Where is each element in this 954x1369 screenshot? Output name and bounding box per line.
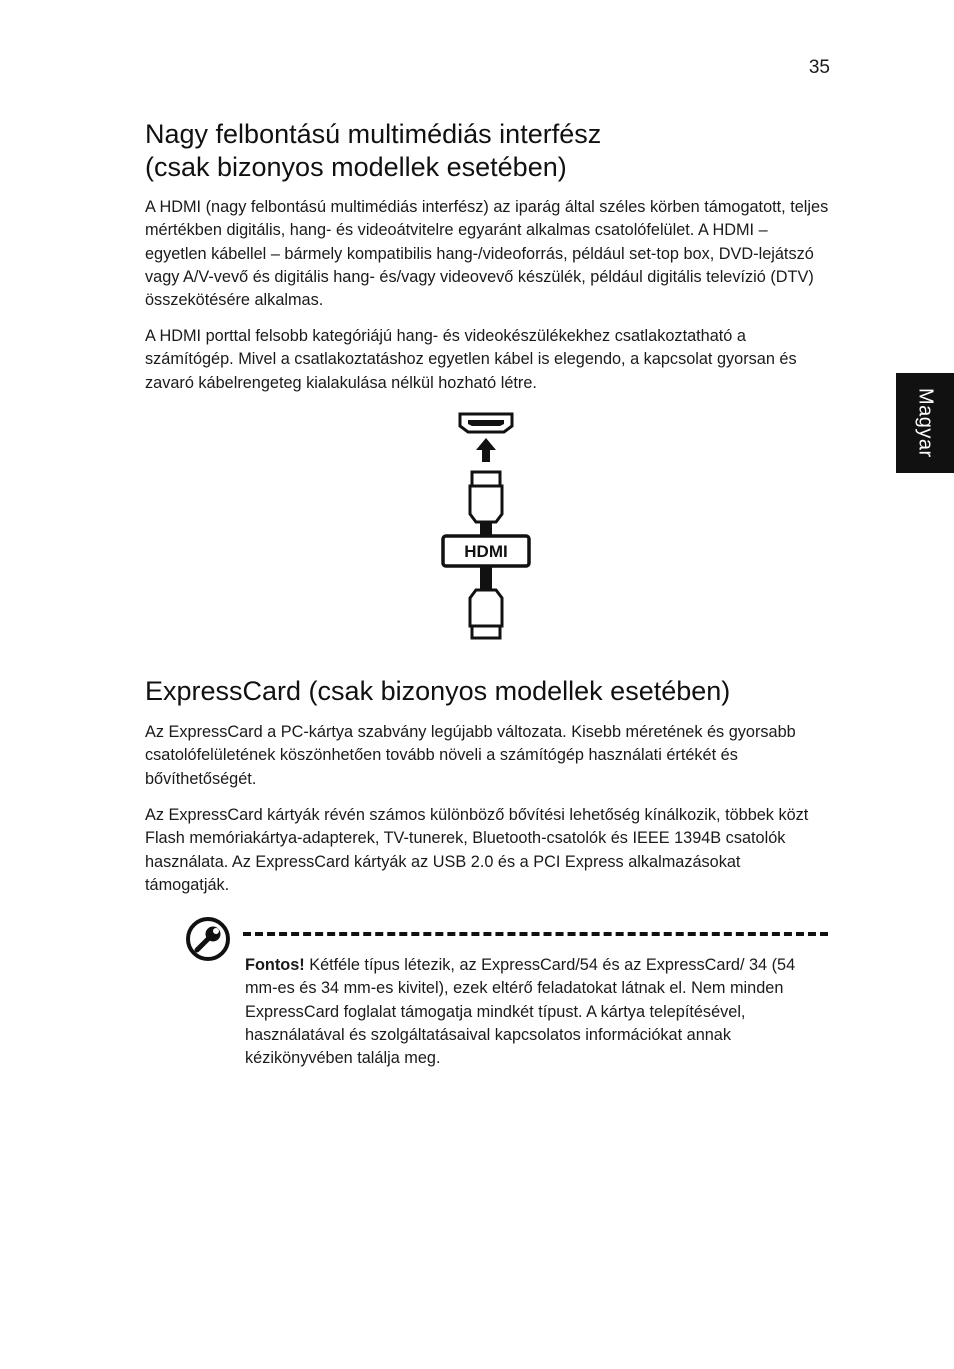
hdmi-paragraph-1: A HDMI (nagy felbontású multimédiás interfész) az iparág által széles körben támogatott, teljes mértékben digitális, hang- és videoátvitelre egyaránt alkalmas csatolófelület. A HDMI – egyetlen kábellel – bármely kompatibilis hang-/videoforrás, például set-top box, DVD-lejátszó vagy A/V-vevő és digitális hang- és/vagy videovevő készülék, például digitális televízió (DTV) összekötésére alkalmas.: [145, 198, 829, 310]
wrench-icon: [185, 916, 231, 962]
note-text: [245, 954, 820, 1070]
hdmi-label-box: [443, 536, 529, 566]
hdmi-plug-top-icon: [470, 472, 502, 536]
note-label: Fontos!: [245, 956, 305, 974]
note-body: Kétféle típus létezik, az ExpressCard/54 és az ExpressCard/ 34 (54 mm-es és 34 mm-es kivitel), ezek eltérő feladatokat látnak el. Nem minden ExpressCard foglalat támogatja mindkét típust. A kártya telepítésével, használatával és szolgáltatásaival kapcsolatos információkat annak kézikönyvében találja meg.: [245, 956, 796, 1068]
hdmi-port-icon: [460, 414, 512, 432]
page-number: 35: [808, 57, 830, 78]
note-divider: [243, 932, 828, 936]
language-tab: [896, 373, 954, 473]
hdmi-heading: Nagy felbontású multimédiás interfész (csak bizonyos modellek esetében): [145, 119, 602, 182]
hdmi-paragraph-2: A HDMI porttal felsobb kategóriájú hang- és videokészülékekhez csatlakoztatható a számítógép. Mivel a csatlakoztatáshoz egyetlen kábel is elegendo, a kapcsolat gyorsan és zavaró kábelrengeteg kialakulása nélkül hozható létre.: [145, 327, 797, 392]
expresscard-heading: ExpressCard (csak bizonyos modellek esetében): [145, 676, 731, 706]
hdmi-connector-illustration: [438, 410, 534, 642]
arrow-up-icon: [476, 438, 496, 462]
expresscard-paragraph-1: Az ExpressCard a PC-kártya szabvány legújabb változata. Kisebb méretének és gyorsabb csatolófelületének köszönhetően tovább növeli a számítógép használati értékét és bővíthetőségét.: [145, 723, 796, 788]
hdmi-label-text: HDMI: [464, 542, 508, 561]
expresscard-paragraph-2: Az ExpressCard kártyák révén számos különböző bővítési lehetőség kínálkozik, többek közt Flash memóriakártya-adapterek, TV-tunerek, Bluetooth-csatolók és IEEE 1394B csatolók használata. Az ExpressCard kártyák az USB 2.0 és a PCI Express alkalmazásokat támogatják.: [145, 806, 809, 894]
hdmi-plug-bottom-icon: [470, 566, 502, 638]
language-tab-label: Magyar: [914, 388, 937, 458]
